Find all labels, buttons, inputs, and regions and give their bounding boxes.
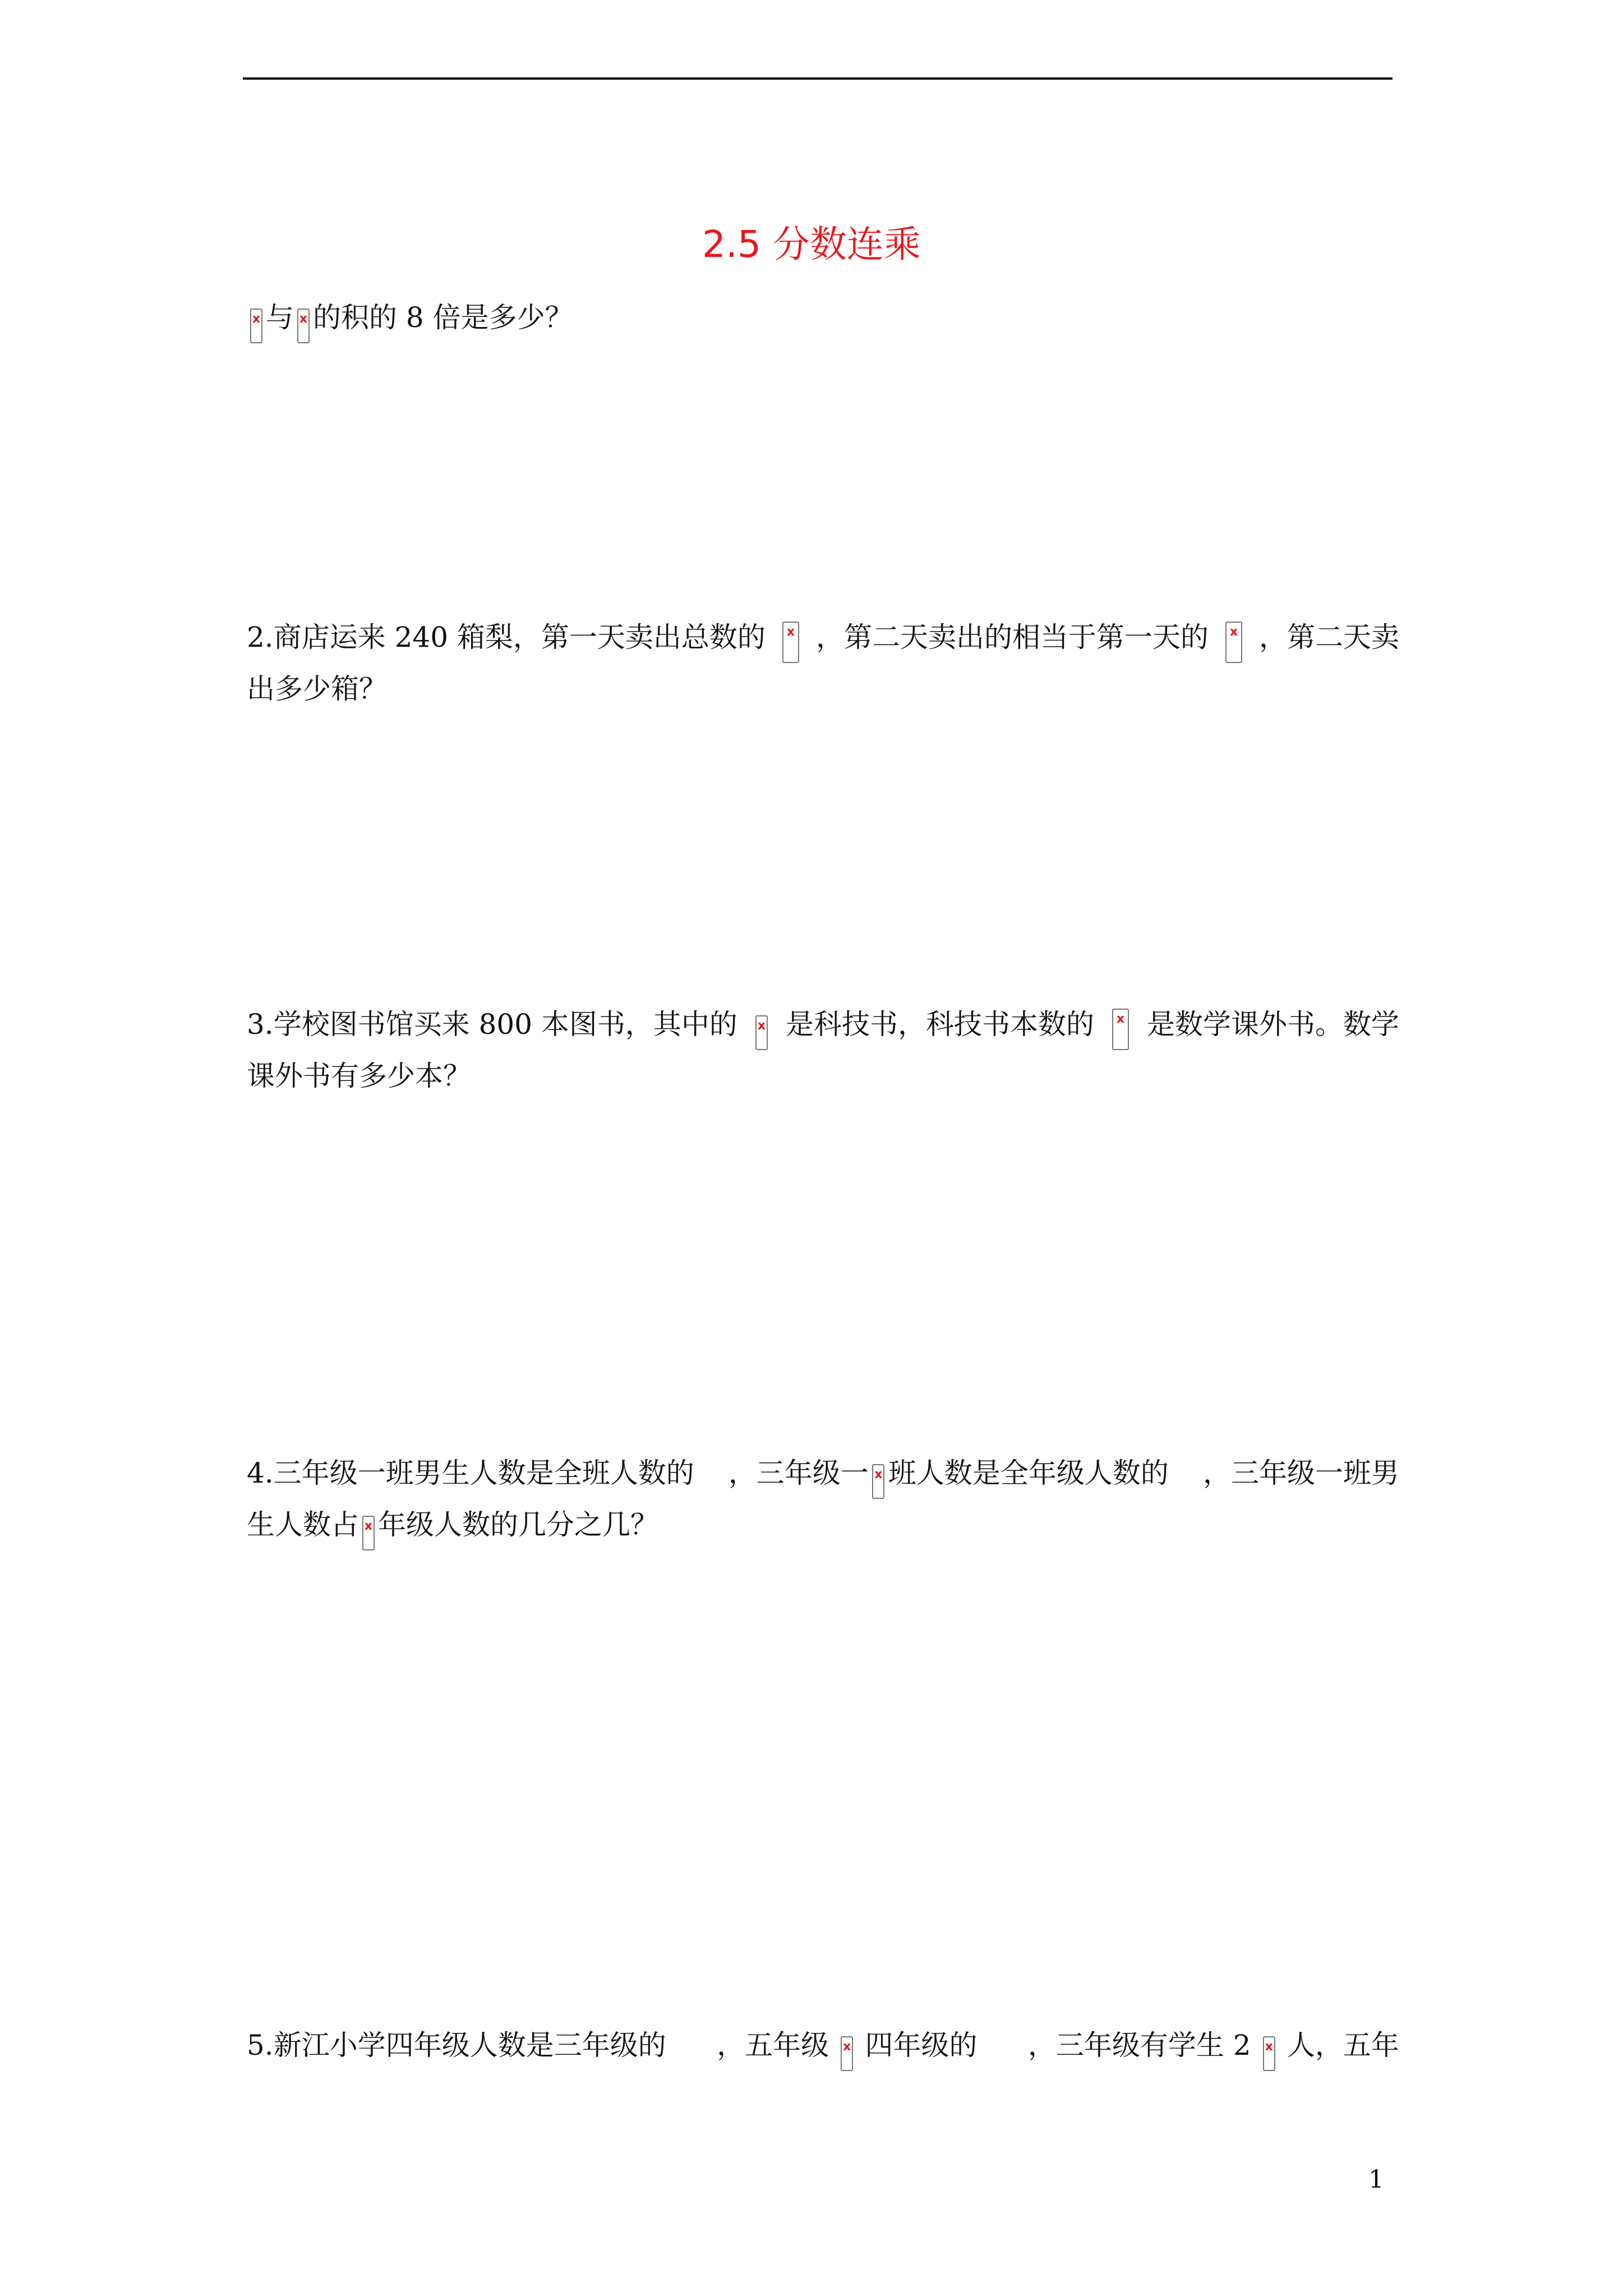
broken-image-icon (297, 309, 310, 343)
question-text: ，第二天卖 (1259, 621, 1399, 654)
question-text: 4.三年级一班男生人数是全班人数的 (247, 1457, 694, 1489)
question-text: 与 (266, 301, 294, 334)
question-text: ，第二天卖出的相当于第一天的 (815, 621, 1209, 654)
question-2 (247, 611, 1399, 715)
question-text: 课外书有多少本？ (247, 1060, 471, 1092)
question-text: 出多少箱？ (247, 673, 387, 705)
question-text: 5.新江小学四年级人数是三年级的 (247, 2029, 666, 2062)
question-text: 班人数是全年级人数的 (888, 1457, 1169, 1489)
broken-image-icon (755, 1015, 768, 1050)
header-rule (243, 77, 1393, 80)
question-text: 四年级的 (865, 2029, 978, 2062)
question-text: ，五年级 (717, 2029, 829, 2062)
question-4 (247, 1447, 1399, 1550)
question-text: ，三年级有学生 2 (1027, 2029, 1251, 2062)
question-text: 的积的 8 倍是多少？ (313, 301, 573, 334)
broken-image-icon (1112, 1009, 1129, 1050)
broken-image-icon (250, 309, 262, 343)
question-text: 是科技书，科技书本数的 (785, 1008, 1094, 1041)
question-3 (247, 999, 1399, 1102)
question-text: 3.学校图书馆买来 800 本图书，其中的 (247, 1008, 737, 1041)
page-number: 1 (1368, 2165, 1384, 2194)
question-text: 生人数占 (247, 1508, 359, 1541)
broken-image-icon (1263, 2036, 1275, 2071)
broken-image-icon (362, 1516, 375, 1550)
broken-image-icon (872, 1464, 884, 1499)
page-title: 2.5 分数连乘 (702, 223, 921, 266)
question-text: 是数学课外书。数学 (1147, 1008, 1399, 1041)
broken-image-icon (782, 622, 799, 663)
question-text: ，三年级一 (728, 1457, 869, 1489)
broken-image-icon (1225, 622, 1242, 663)
broken-image-icon (841, 2036, 853, 2071)
question-text: ，三年级一班男 (1203, 1457, 1399, 1489)
question-1 (247, 292, 1399, 343)
question-5 (247, 2019, 1399, 2071)
question-text: 2.商店运来 240 箱梨，第一天卖出总数的 (247, 621, 766, 654)
question-text: 年级人数的几分之几？ (378, 1508, 658, 1541)
question-text: 人，五年 (1287, 2029, 1399, 2062)
